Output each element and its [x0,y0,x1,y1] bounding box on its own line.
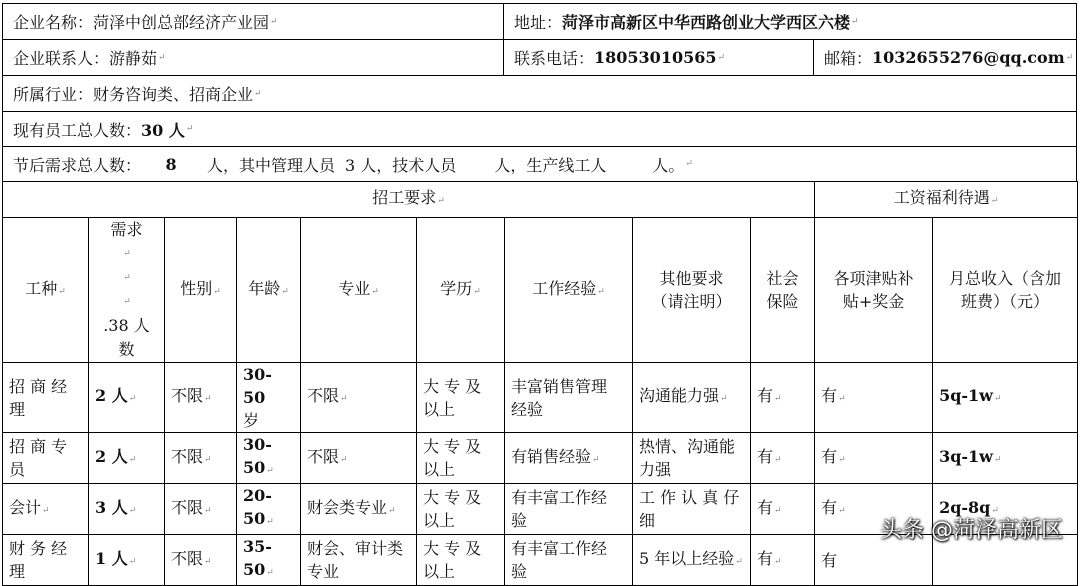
cell-major: 财会类专业↵ [301,484,417,535]
phone-value: 18053010565 [594,48,717,67]
col-education: 学历↵ [417,218,505,363]
contact-cell: 企业联系人： 游静茹 ↵ [3,40,503,75]
address-value: 菏泽市高新区中华西路创业大学西区六楼 [562,13,851,32]
address-label: 地址： [514,13,563,32]
col-other: 其他要求 （请注明） [633,218,751,363]
cell-income: 5q-1w↵ [933,363,1078,433]
table-row [3,433,1078,484]
cell-allowance: 有↵ [815,484,933,535]
cell-income: 3q-1w↵ [933,433,1078,484]
cell-education: 大 专 及 以上 [417,484,505,535]
worker-rest: 人。 [652,155,685,175]
contact-row [2,39,1077,75]
staff-value: 30 人 [141,120,185,140]
cell-job: 会计↵ [3,484,89,535]
company-name-cell: 企业名称： 菏泽中创总部经济产业园 ↵ [3,4,503,39]
col-social: 社会 保险 [751,218,815,363]
industry-label: 所属行业： [13,85,94,104]
company-name-label: 企业名称： [13,13,94,32]
col-gender: 性别↵ [165,218,237,363]
recruitment-form [2,3,1077,581]
cell-age: 20-50↵ [237,484,301,535]
cell-education: 大 专 及 以上 [417,433,505,484]
cell-job: 财 务 经 理 [3,535,89,586]
col-job: 工种↵ [3,218,89,363]
cell-other: 沟通能力强↵ [633,363,751,433]
col-allowance: 各项津贴补 贴+奖金 [815,218,933,363]
industry-cell: 所属行业： 财务咨询类、招商企业 ↵ [3,76,1076,111]
cell-experience: 有丰富工作经 验 [505,535,633,586]
cell-allowance: 有↵ [815,363,933,433]
cell-count: 3 人↵ [89,484,165,535]
cell-major: 不限↵ [301,433,417,484]
demand-rest: 人，其中管理人员 [207,155,336,175]
cell-age: 30-50 岁 [237,363,301,433]
table-row [3,363,1078,433]
phone-label: 联系电话： [514,49,595,68]
email-value: 1032655276@qq.com [872,48,1065,67]
phone-cell: 联系电话： 18053010565 ↵ [503,40,813,75]
col-major: 专业↵ [301,218,417,363]
cell-count: 2 人↵ [89,433,165,484]
cell-experience: 有销售经验↵ [505,433,633,484]
cell-allowance: 有 [815,535,933,586]
cell-social: 有↵ [751,363,815,433]
cell-social: 有↵ [751,535,815,586]
mgmt-count: 3 人，技术人员 [345,155,457,175]
cell-major: 财会、审计类 专业 [301,535,417,586]
cell-other: 工 作 认 真 仔 细 [633,484,751,535]
col-income: 月总收入（含加 班费）（元） [933,218,1078,363]
cell-other: 5 年以上经验↵ [633,535,751,586]
cell-education: 大 专 及 以上 [417,363,505,433]
cell-job: 招 商 经 理 [3,363,89,433]
staff-cell: 现有员工总人数： 30 人 ↵ [3,112,1076,146]
company-name-value: 菏泽中创总部经济产业园 [93,13,270,32]
cell-other: 热情、沟通能 力强 [633,433,751,484]
email-label: 邮箱： [824,49,873,68]
cell-experience: 丰富销售管理 经验 [505,363,633,433]
contact-label: 企业联系人： [13,49,110,68]
staff-label: 现有员工总人数： [13,120,142,140]
cell-social: 有↵ [751,484,815,535]
contact-value: 游静茹 [109,49,158,68]
cell-experience: 有丰富工作经 验 [505,484,633,535]
demand-total: 8 [165,154,177,174]
industry-row [2,75,1077,111]
cell-gender: 不限↵ [165,363,237,433]
welfare-header: 工资福利待遇↵ [815,182,1078,218]
cell-count: 1 人↵ [89,535,165,586]
group-header-row [3,182,1078,218]
column-header-row [3,218,1078,363]
cell-gender: 不限↵ [165,433,237,484]
industry-value: 财务咨询类、招商企业 [93,85,254,104]
col-experience: 工作经验↵ [505,218,633,363]
tech-rest: 人，生产线工人 [494,155,607,175]
cell-age: 35-50↵ [237,535,301,586]
staff-row [2,111,1077,146]
cell-gender: 不限↵ [165,484,237,535]
col-demand: 需求 ↵ ↵ ↵ .38 人 数 [89,218,165,363]
col-age: 年龄↵ [237,218,301,363]
demand-label: 节后需求总人数： [13,155,142,175]
company-name-row [2,3,1077,39]
cell-count: 2 人↵ [89,363,165,433]
watermark: 头条 @菏泽高新区 [880,518,1063,543]
cell-allowance: 有↵ [815,433,933,484]
demand-row [2,146,1077,181]
cell-education: 大 专 及 以上 [417,535,505,586]
cell-job: 招 商 专 员 [3,433,89,484]
cell-income: 2q-8q↵ [933,484,1078,535]
cell-social: 有↵ [751,433,815,484]
cell-age: 30-50↵ [237,433,301,484]
address-cell: 地址： 菏泽市高新区中华西路创业大学西区六楼 ↵ [503,4,1076,39]
cell-gender: 不限↵ [165,535,237,586]
demand-cell: 节后需求总人数： 8 人，其中管理人员 3 人，技术人员 人，生产线工人 人。 ↵ [13,154,693,175]
email-cell: 邮箱： 1032655276@qq.com ↵ [813,40,1076,75]
requirements-header: 招工要求↵ [3,182,815,218]
cell-major: 不限↵ [301,363,417,433]
